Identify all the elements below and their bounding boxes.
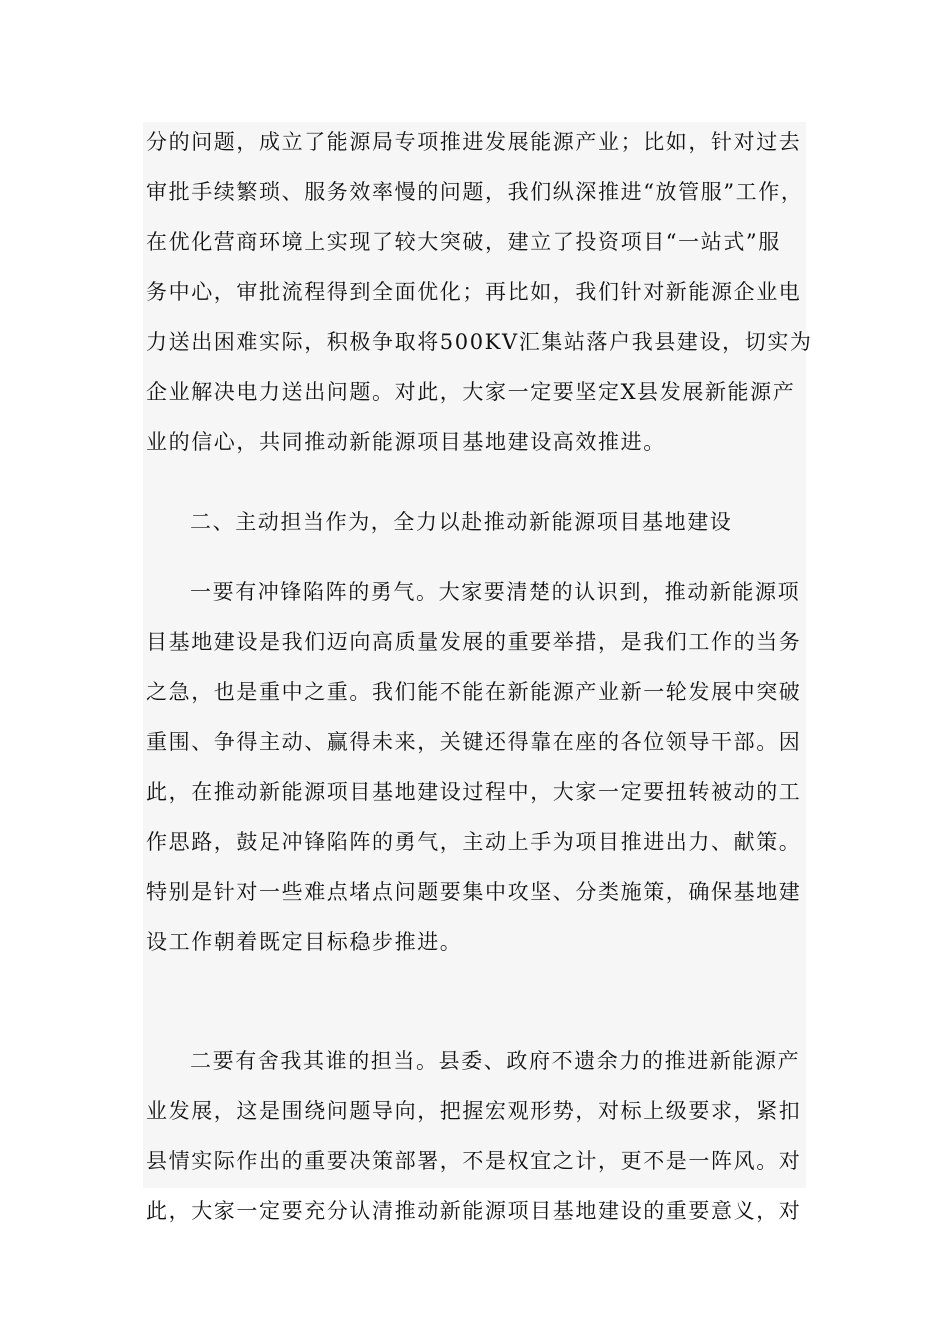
text-line: 企业解决电力送出问题。对此，大家一定要坚定X县发展新能源产 <box>146 380 796 404</box>
text-line: 作思路，鼓足冲锋陷阵的勇气，主动上手为项目推进出力、献策。 <box>146 830 802 854</box>
text-line: 县情实际作出的重要决策部署，不是权宜之计，更不是一阵风。对 <box>146 1149 802 1173</box>
text-line: 二要有舍我其谁的担当。县委、政府不遗余力的推进新能源产 <box>190 1049 801 1073</box>
text-line: 一要有冲锋陷阵的勇气。大家要清楚的认识到，推动新能源项 <box>190 580 801 604</box>
text-line: 务中心，审批流程得到全面优化；再比如，我们针对新能源企业电 <box>146 280 802 304</box>
text-line: 此，大家一定要充分认清推动新能源项目基地建设的重要意义，对 <box>146 1199 802 1223</box>
text-line: 此，在推动新能源项目基地建设过程中，大家一定要扭转被动的工 <box>146 780 802 804</box>
text-line: 审批手续繁琐、服务效率慢的问题，我们纵深推进“放管服”工作， <box>146 180 804 204</box>
text-line: 目基地建设是我们迈向高质量发展的重要举措，是我们工作的当务 <box>146 630 802 654</box>
text-line: 业发展，这是围绕问题导向，把握宏观形势，对标上级要求，紧扣 <box>146 1099 802 1123</box>
text-line: 之急，也是重中之重。我们能不能在新能源产业新一轮发展中突破 <box>146 680 802 704</box>
section-heading: 二、主动担当作为，全力以赴推动新能源项目基地建设 <box>190 510 733 534</box>
text-line: 特别是针对一些难点堵点问题要集中攻坚、分类施策，确保基地建 <box>146 880 802 904</box>
text-line: 重围、争得主动、赢得未来，关键还得靠在座的各位领导干部。因 <box>146 730 802 754</box>
text-line: 力送出困难实际，积极争取将500KV汇集站落户我县建设，切实为 <box>146 330 813 354</box>
text-line: 分的问题，成立了能源局专项推进发展能源产业；比如，针对过去 <box>146 130 802 154</box>
text-line: 业的信心，共同推动新能源项目基地建设高效推进。 <box>146 430 666 454</box>
text-line: 在优化营商环境上实现了较大突破，建立了投资项目“一站式”服 <box>146 230 781 254</box>
text-line: 设工作朝着既定目标稳步推进。 <box>146 930 463 954</box>
